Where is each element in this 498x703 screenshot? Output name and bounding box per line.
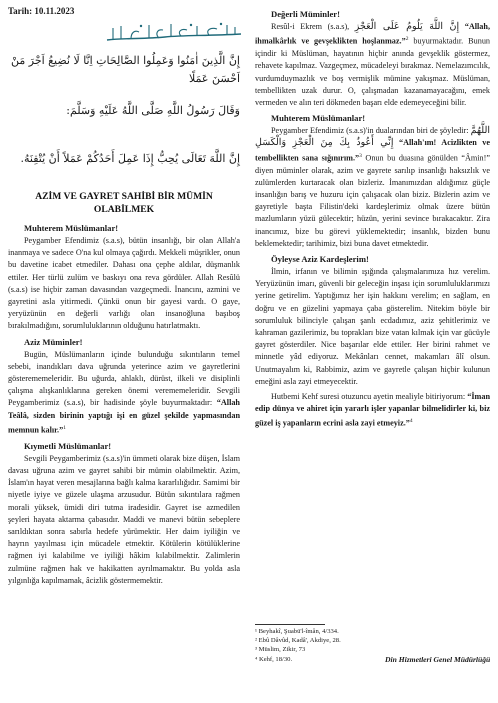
hadith-intro-arabic: وَقَالَ رَسُولُ اللَّهِ صَلَّى اللَّهُ عَلَيْهِ وَسَلَّمَ: [66,104,240,117]
hadith-quote: “Allah Teâlâ, sizden birinin yaptığı işi en güzel şekilde yapmasından memnun kalır.” [8,398,240,435]
section-heading: Değerli Müminler! [271,9,340,19]
calligraphy-ornament-icon [105,20,243,44]
footnote-divider [255,624,325,625]
footnote-ref: 2 [405,36,409,43]
sermon-title-line2: OLABİLMEK [93,204,155,215]
paragraph-text: Peygamber Efendimiz (s.a.s)'in dualarından biri de şöyledir: [271,126,469,136]
paragraph [255,391,490,430]
hadith-arabic: إِنَّ اللَّهَ تَعَالَى يُحِبُّ إِذَا عَمِلَ أَحَدُكُمْ عَمَلاً أَنْ يُتْقِنَهُ. [20,152,240,165]
right-column [255,8,490,430]
footnote-item: ³ Müslim, Zikir, 73 [255,646,306,654]
sermon-date: Tarih: 10.11.2023 [8,6,75,16]
paragraph: Peygamber Efendimiz (s.a.s), bütün insanlığı, bir olan Allah'a inanmaya ve sadece O'na kul olmaya çağırdı. Mekkeli müşrikler, onun bu davetine icabet etmediler. Dahası ona çephe aldılar, düşmanlık ettiler. Her türlü zulüm ve baskıyı ona reva gördüler. Allah Resûlü (s.a.s) ise hiçbir zaman davasından vazgeçmedi. İnancını, azmini ve gayretini asla yitirmedi. Çünkü onun bir gayesi vardı. O gaye, yeryüzünün en değerli varlığı olan insanoğluna başıboş bırakılmadığını, sorumluluklarının olduğunu hatırlatmaktı. [8,236,240,331]
hadith-quote: “Allah, ihmalkârlık ve gevşeklikten hoşlanmaz.” [255,22,491,46]
dua-quote: “Allah'ım! Acizlikten ve tembellikten sana sığınırım.” [255,138,490,163]
signature: Din Hizmetleri Genel Müdürlüğü [385,655,491,664]
paragraph [8,349,240,437]
paragraph [255,125,490,250]
left-column [8,222,240,587]
hadith-arabic-inline: إِنَّ اللَّهَ يَلُومُ عَلَى الْعَجْزِ [354,21,460,32]
sermon-title-line1: AZİM VE GAYRET SAHİBİ BİR MÜMİN [35,191,213,202]
footnote-ref: 4 [409,418,413,425]
paragraph [255,21,490,109]
sermon-title [8,190,240,216]
paragraph-text: Hutbemi Kehf suresi otuzuncu ayetin mealiyle bitiriyorum: [271,391,466,401]
paragraph-text: Resûl-i Ekrem (s.a.s), [271,22,350,31]
footnote-item: ¹ Beyhakî, Şuabü'l-îmân, 4/334. [255,628,339,635]
footnote-ref: 3 [359,152,362,159]
section-heading: Aziz Müminler! [24,336,83,347]
paragraph: Sevgili Peygamberimiz (s.a.s)'in ümmeti olarak bize düşen, İslam davası uğruna azim ve gayret sahibi bir mümin olabilmektir. Azim, İslam'ın hayat veren mesajlarına bağlı kalma kararlılığıdır. Samimi bir niyetle iyiye ve güzele ulaşma arzusudur. Bütün sıkıntılara rağmen morali yüksek, ümidi diri tutma iradesidir. Gayret ise azmedilen şeyleri hayata aktarma çabasıdır. Maddi ve manevi bütün sebeplere sarıldıktan sonra sabırla hedefe yürümektir. Her daim iyiliğin ve hayrın yayılması için mücadele etmektir. Kötülerin kötülüklerine rağmen iyi kalabilme ve iyiliği hâkim kılabilmektir. Zalimlerin zulmüne rağmen hak ve hakikatten ayrılmamaktır. Bu yolda asla yılgınlığa kapılmamak, âcizlik göstermemektir. [8,453,240,585]
paragraph: İlmin, irfanın ve bilimin ışığında çalışmalarımıza hız verelim. Yeryüzünün imarı, güvenli bir geleceğin inşası için sorumluluklarımızı yerine getirelim. Yaptığımız her işin hakkını verelim; en sağlam, en doğru ve en güzelini yapmaya çaba gösterelim. Nitekim böyle bir sorumluluk bilinciyle çalışan şanlı ecdadımız, aziz şehitlerimiz ve kahraman gazilerimiz, bu toprakları bize vatan kılmak için var gücüyle gayret gösterdiler. Nice başarılar elde ettiler. Her birini rahmet ve minnetle yâd ediyoruz. Mekânları cennet, makamları âlî olsun. Unutmayalım ki, Rabbimiz, azim ve gayretle çalışan hiçbir kulunun emeğini asla zayi etmeyecektir. [255,266,490,386]
paragraph-text: buyurmaktadır. Bunun içindir ki Müslüman, hayatının hiçbir anında gevşeklik göstermez, rehavete kapılmaz. Vazgeçmez, mücadeleyi bırakmaz. Nemelazımcılık, vurdumduymazlık ve boş vermişlik mümine yakışmaz. Müslüman, tembellikten uzak durur. O, çalışmadan kazanamayacağını, emek vermeden ve alın teri dökmeden başarı elde edemeyeceğini bilir. [255,36,491,107]
dua-arabic-inline: اللَّهُمَّ إِنِّي أَعُوذُ بِكَ مِنَ الْعَجْزِ وَالْكَسَلِ [255,125,490,149]
verse-meaning-quote: “İman edip dünya ve ahiret için yararlı işler yapanlar bilmelidirler ki, biz güzel iş yapanların ecrini asla zayi etmeyiz.” [255,391,491,429]
section-heading: Kıymetli Müslümanlar! [24,440,112,451]
section-heading: Muhterem Müslümanlar! [24,223,119,233]
paragraph-text: Onun bu duasına gönülden “Âmin!” diyen müminler olarak, azim ve gayrete sarılıp insanlığı haksızlık ve zulümlerden kurtaracak olan bizleriz. İmanımızdan aldığımız güçle insanlığın barış ve huzuru için çalışacak olan biziz. Bizlerin azim ve gayretiyle başta Filistin'deki kardeşlerimiz olmak üzere bütün mazlumların yüzü gülecektir; hüzün, yerini sevince bırakacaktır. Zira inancımız, bize bu görevi yüklemektedir; insanlık, bizden bunu beklemektedir; tarihimiz, bizi buna davet etmektedir. [255,153,490,248]
footnote-item: ⁴ Kehf, 18/30. [255,655,293,663]
section-heading: Muhterem Müslümanlar! [271,113,366,124]
footnote-item: ² Ebû Dâvûd, Kadâ', Akdiye, 28. [255,637,341,645]
verse-arabic: إِنَّ الَّذِينَ اٰمَنُوا وَعَمِلُوا الصَّالِحَاتِ اِنَّا لَا نُضِيعُ اَجْرَ مَنْ اَحْسَنَ عَمَلًا [10,54,240,85]
paragraph-text: Bugün, Müslümanların içinde bulunduğu sıkıntıların temel sebebi, inandıkları dava uğrunda yeterince azim ve gayretlerini gösterememeleridir. Bu uğurda, ahlaklı, dürüst, ilkeli ve disiplinli çalışma alışkanlıklarına gereken önemi verememeleridir. Sevgili Peygamberimiz (s.a.s), bir hadisinde şöyle buyurmaktadır: [8,349,240,408]
footnote-ref: 1 [63,424,66,431]
section-heading: Öyleyse Aziz Kardeşlerim! [271,253,369,264]
